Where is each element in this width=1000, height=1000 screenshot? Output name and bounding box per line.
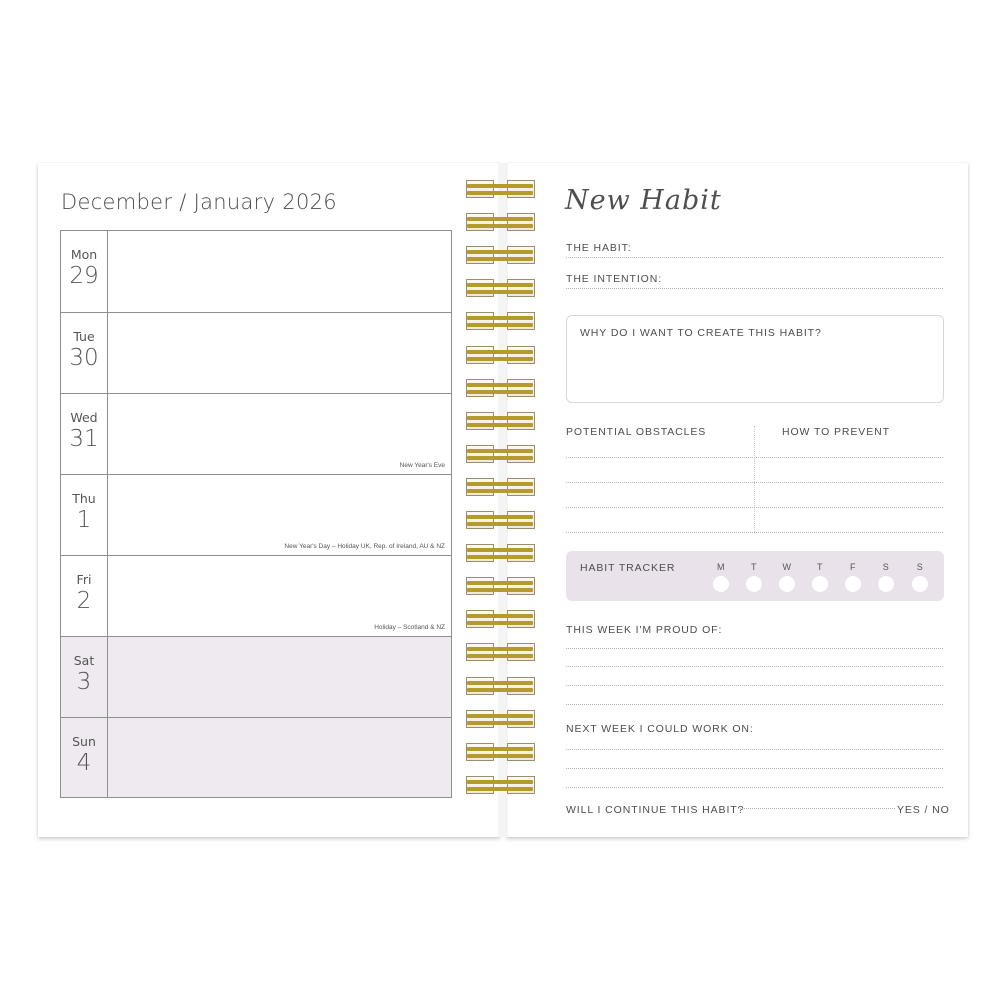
coil-wire (467, 257, 533, 261)
obstacles-line[interactable] (566, 482, 943, 483)
spiral-coil (463, 478, 537, 496)
spiral-coil (463, 577, 537, 595)
coil-wire (467, 721, 533, 725)
work-on-field (566, 719, 943, 737)
coil-wire (467, 647, 533, 651)
coil-ring (507, 643, 535, 661)
coil-ring (466, 246, 494, 264)
coil-ring (507, 776, 535, 794)
new-habit-heading: New Habit (565, 185, 722, 216)
tracker-day-wed[interactable] (778, 562, 796, 592)
coil-wire (467, 283, 533, 287)
day-name: Mon (70, 247, 98, 262)
spiral-coil (463, 246, 537, 264)
coil-ring (466, 412, 494, 430)
tracker-day-letter: S (916, 562, 924, 572)
spiral-coil (463, 776, 537, 794)
spiral-coil (463, 544, 537, 562)
day-row-sun[interactable] (61, 717, 451, 797)
coil-ring (507, 478, 535, 496)
coil-wire (467, 449, 533, 453)
the-habit-field[interactable] (566, 238, 943, 256)
day-row-thu[interactable] (61, 474, 451, 555)
day-name: Wed (70, 410, 98, 425)
spiral-coil (463, 180, 537, 198)
coil-ring (507, 180, 535, 198)
tracker-day-letter: T (751, 562, 757, 572)
coil-wire (467, 290, 533, 294)
the-intention-field[interactable] (566, 269, 943, 287)
day-name: Sat (73, 653, 95, 668)
coil-wire (467, 581, 533, 585)
tracker-checkbox[interactable] (845, 576, 861, 592)
prevent-header (782, 422, 942, 440)
coil-ring (507, 511, 535, 529)
coil-ring (466, 379, 494, 397)
coil-ring (507, 379, 535, 397)
coil-ring (507, 677, 535, 695)
tracker-day-sun[interactable] (911, 562, 929, 592)
coil-ring (466, 776, 494, 794)
coil-ring (507, 412, 535, 430)
coil-ring (507, 346, 535, 364)
proud-label: THIS WEEK I'M PROUD OF: (566, 624, 723, 636)
holiday-note: New Year's Day – Holiday UK, Rep. of Ireland, AU & NZ (284, 543, 445, 550)
spiral-coil (463, 445, 537, 463)
coil-ring (507, 577, 535, 595)
coil-ring (507, 544, 535, 562)
work-on-label: NEXT WEEK I COULD WORK ON: (566, 723, 754, 735)
day-label (61, 313, 108, 393)
coil-wire (467, 357, 533, 361)
coil-wire (467, 621, 533, 625)
tracker-day-tue[interactable] (745, 562, 763, 592)
spiral-coil (463, 213, 537, 231)
coil-wire (467, 350, 533, 354)
coil-wire (467, 323, 533, 327)
spread-title: December / January 2026 (61, 190, 337, 214)
tracker-day-sat[interactable] (877, 562, 895, 592)
day-label (61, 475, 108, 555)
coil-wire (467, 515, 533, 519)
yes-no-choice[interactable] (897, 800, 950, 818)
coil-wire (467, 787, 533, 791)
coil-ring (507, 445, 535, 463)
tracker-day-letter: S (882, 562, 890, 572)
spiral-coil (463, 677, 537, 695)
the-intention-label: THE INTENTION: (566, 273, 663, 285)
day-label (61, 637, 108, 717)
holiday-note: New Year's Eve (399, 462, 445, 469)
obstacles-label: POTENTIAL OBSTACLES (566, 426, 707, 438)
day-name: Sun (72, 734, 96, 749)
continue-field[interactable] (566, 800, 943, 818)
coil-wire (467, 316, 533, 320)
coil-wire (467, 654, 533, 658)
day-number: 3 (76, 669, 92, 695)
coil-ring (466, 610, 494, 628)
spiral-coil (463, 346, 537, 364)
coil-wire (467, 522, 533, 526)
the-intention-line (566, 288, 943, 289)
day-label (61, 231, 108, 312)
proud-line[interactable] (566, 685, 943, 686)
coil-wire (467, 383, 533, 387)
tracker-day-letter: F (850, 562, 856, 572)
coil-wire (467, 184, 533, 188)
coil-wire (467, 390, 533, 394)
day-name: Fri (76, 572, 92, 587)
coil-wire (467, 482, 533, 486)
tracker-checkbox[interactable] (746, 576, 762, 592)
coil-wire (467, 614, 533, 618)
coil-ring (466, 710, 494, 728)
coil-wire (467, 423, 533, 427)
coil-ring (466, 346, 494, 364)
proud-line[interactable] (566, 704, 943, 705)
continue-line (738, 808, 895, 809)
day-label (61, 556, 108, 636)
coil-ring (466, 279, 494, 297)
day-row-sat[interactable] (61, 636, 451, 717)
day-number: 31 (69, 426, 99, 452)
yes-no-label: YES / NO (897, 804, 950, 816)
coil-wire (467, 489, 533, 493)
coil-ring (466, 213, 494, 231)
spiral-coil (463, 710, 537, 728)
day-number: 4 (76, 750, 92, 776)
coil-wire (467, 548, 533, 552)
coil-ring (466, 312, 494, 330)
tracker-day-fri[interactable] (844, 562, 862, 592)
spiral-coil (463, 743, 537, 761)
day-name: Tue (73, 329, 95, 344)
coil-ring (466, 677, 494, 695)
habit-tracker-label: HABIT TRACKER (580, 562, 676, 574)
tracker-day-thu[interactable] (811, 562, 829, 592)
coil-wire (467, 250, 533, 254)
coil-ring (466, 180, 494, 198)
spiral-coil (463, 412, 537, 430)
coil-wire (467, 714, 533, 718)
day-row-mon[interactable] (61, 231, 451, 312)
tracker-day-letter: T (817, 562, 823, 572)
work-on-line[interactable] (566, 749, 943, 750)
day-label (61, 718, 108, 797)
holiday-note: Holiday – Scotland & NZ (374, 624, 445, 631)
coil-ring (507, 710, 535, 728)
coil-ring (507, 743, 535, 761)
coil-ring (507, 246, 535, 264)
day-row-wed[interactable] (61, 393, 451, 474)
day-number: 29 (69, 263, 99, 289)
tracker-checkbox[interactable] (812, 576, 828, 592)
coil-wire (467, 780, 533, 784)
coil-ring (507, 279, 535, 297)
work-on-line[interactable] (566, 787, 943, 788)
coil-wire (467, 588, 533, 592)
tracker-day-letter: M (717, 562, 725, 572)
spiral-coil (463, 279, 537, 297)
tracker-checkbox[interactable] (779, 576, 795, 592)
continue-label: WILL I CONTINUE THIS HABIT? (566, 804, 745, 816)
coil-ring (466, 743, 494, 761)
coil-wire (467, 681, 533, 685)
proud-line[interactable] (566, 648, 943, 649)
coil-ring (507, 312, 535, 330)
day-row-tue[interactable] (61, 312, 451, 393)
why-box[interactable] (566, 315, 944, 403)
tracker-checkbox[interactable] (713, 576, 729, 592)
coil-ring (466, 445, 494, 463)
coil-wire (467, 191, 533, 195)
coil-ring (466, 478, 494, 496)
proud-field (566, 620, 943, 638)
coil-wire (467, 555, 533, 559)
day-name: Thu (72, 491, 96, 506)
tracker-day-letter: W (782, 562, 792, 572)
column-divider (754, 426, 755, 532)
habit-tracker (566, 551, 944, 601)
coil-ring (507, 610, 535, 628)
coil-ring (466, 544, 494, 562)
coil-ring (466, 577, 494, 595)
day-row-fri[interactable] (61, 555, 451, 636)
spiral-coil (463, 312, 537, 330)
obstacles-line[interactable] (566, 532, 943, 533)
coil-wire (467, 747, 533, 751)
coil-wire (467, 217, 533, 221)
spiral-coil (463, 643, 537, 661)
coil-wire (467, 224, 533, 228)
tracker-day-mon[interactable] (712, 562, 730, 592)
day-number: 30 (69, 345, 99, 371)
coil-wire (467, 456, 533, 460)
day-number: 2 (76, 588, 92, 614)
proud-line[interactable] (566, 666, 943, 667)
the-habit-label: THE HABIT: (566, 242, 632, 254)
tracker-checkbox[interactable] (912, 576, 928, 592)
day-label (61, 394, 108, 474)
prevent-label: HOW TO PREVENT (782, 426, 890, 438)
coil-wire (467, 754, 533, 758)
day-number: 1 (76, 507, 92, 533)
coil-ring (507, 213, 535, 231)
obstacles-line[interactable] (566, 507, 943, 508)
coil-ring (466, 643, 494, 661)
coil-ring (466, 511, 494, 529)
coil-wire (467, 688, 533, 692)
spine (498, 163, 508, 837)
work-on-line[interactable] (566, 768, 943, 769)
tracker-checkbox[interactable] (878, 576, 894, 592)
why-label: WHY DO I WANT TO CREATE THIS HABIT? (580, 327, 822, 339)
coil-wire (467, 416, 533, 420)
the-habit-line (566, 257, 943, 258)
obstacles-line[interactable] (566, 457, 943, 458)
spiral-coil (463, 610, 537, 628)
spiral-coil (463, 379, 537, 397)
week-grid (60, 230, 452, 798)
spiral-coil (463, 511, 537, 529)
